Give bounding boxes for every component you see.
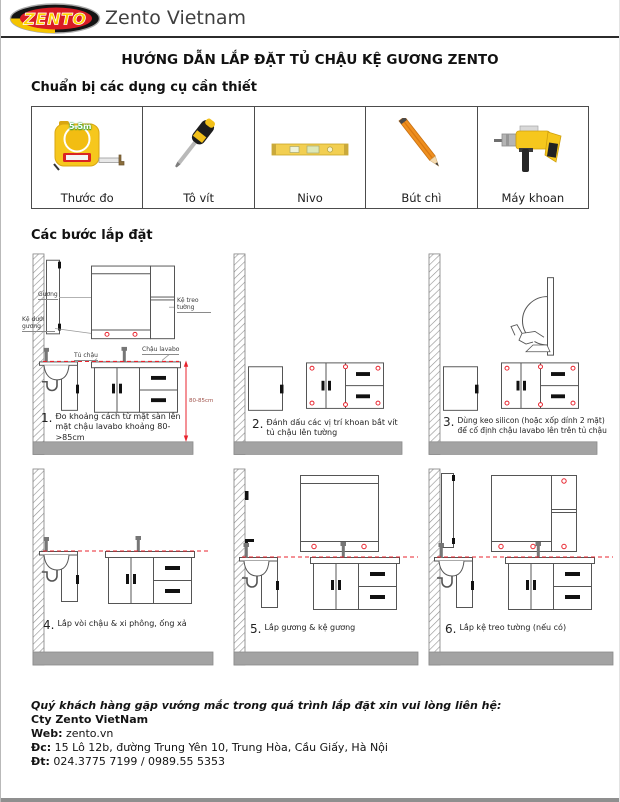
footer-company: Cty Zento VietNam xyxy=(31,713,149,726)
step-caption-4 xyxy=(43,619,211,631)
step-panel-3 xyxy=(421,252,617,467)
footer-address-value: 15 Lô 12b, đường Trung Yên 10, Trung Hòa, Cầu Giấy, Hà Nội xyxy=(54,741,388,754)
step-number: 3. xyxy=(443,415,455,429)
label-height-range: 80-85cm xyxy=(189,398,214,404)
step-number: 2. xyxy=(252,417,264,431)
step-panel-2 xyxy=(226,252,422,467)
tool-cell-screwdriver xyxy=(143,107,254,208)
tool-cell-drill xyxy=(478,107,588,208)
wall xyxy=(429,254,440,454)
step-text: Dùng keo silicon (hoặc xốp dính 2 mặt) để cố định chậu lavabo lên trên tủ chậu xyxy=(457,416,607,435)
drill-icon xyxy=(493,118,573,180)
footer-web xyxy=(31,727,619,741)
footer-address xyxy=(31,741,619,755)
step-text: Lắp kệ treo tường (nếu có) xyxy=(459,623,567,632)
steps-grid xyxy=(19,252,619,689)
step-caption-1 xyxy=(41,412,191,443)
screwdriver-icon xyxy=(159,118,239,180)
step-panel-1 xyxy=(19,252,215,467)
footer xyxy=(31,699,619,769)
step-text: Đo khoảng cách từ mặt sàn lên mặt chậu lavabo khoảng 80->85cm xyxy=(55,412,181,442)
step-5-diagram xyxy=(226,467,422,689)
label-cabinet: Tủ chậu xyxy=(74,352,98,359)
step-6-diagram xyxy=(421,467,617,689)
footer-address-label: Đc: xyxy=(31,741,52,754)
floor xyxy=(234,442,402,455)
footer-phone-value: 024.3775 7199 / 0989.55 5353 xyxy=(53,755,226,768)
step-text: Lắp gương & kệ gương xyxy=(264,623,356,632)
step-caption-6 xyxy=(445,623,605,635)
footer-note: Quý khách hàng gặp vướng mắc trong quá trình lắp đặt xin vui lòng liên hệ: xyxy=(31,699,502,712)
tool-label: Nivo xyxy=(297,191,323,205)
step-panel-5 xyxy=(226,467,422,689)
wall xyxy=(234,254,245,454)
tool-label: Máy khoan xyxy=(501,191,565,205)
step-caption-5 xyxy=(250,623,410,635)
step-number: 5. xyxy=(250,622,262,636)
wall xyxy=(33,469,44,665)
tool-cell-pencil xyxy=(366,107,477,208)
step-caption-3 xyxy=(443,416,613,436)
level-icon xyxy=(270,118,350,180)
tool-label: Thước đo xyxy=(60,191,114,205)
step-number: 4. xyxy=(43,618,55,632)
tool-cell-level xyxy=(255,107,366,208)
tool-label: Tô vít xyxy=(183,191,214,205)
footer-web-label: Web: xyxy=(31,727,63,740)
label-basin: Chậu lavabo xyxy=(142,346,180,353)
step-number: 6. xyxy=(445,622,457,636)
label-under-mirror-shelf: Kệ dưới gương xyxy=(22,316,55,332)
label-wall-shelf: Kệ treo tường xyxy=(177,297,211,313)
footer-web-value: zento.vn xyxy=(65,727,114,740)
step-4-diagram xyxy=(19,467,215,689)
footer-phone xyxy=(31,755,619,769)
page-title: HƯỚNG DẪN LẮP ĐẶT TỦ CHẬU KỆ GƯƠNG ZENTO xyxy=(121,52,499,68)
step-panel-6 xyxy=(421,467,617,689)
label-mirror: Gương xyxy=(38,291,58,298)
tools-table xyxy=(31,106,589,209)
tool-label: Bút chì xyxy=(401,191,442,205)
tape-measure-badge: 5.5m xyxy=(68,122,92,131)
step-panel-4 xyxy=(19,467,215,689)
wall xyxy=(234,469,245,665)
wall xyxy=(429,469,440,665)
step-text: Đánh dấu các vị trí khoan bắt vít tủ chậu lên tường xyxy=(266,418,398,438)
floor xyxy=(33,442,193,455)
step-number: 1. xyxy=(41,411,53,425)
floor xyxy=(429,652,613,665)
steps-heading: Các bước lắp đặt xyxy=(31,228,153,243)
floor xyxy=(429,442,597,455)
company-name: Zento Vietnam xyxy=(105,7,247,29)
step-caption-2 xyxy=(252,418,404,439)
step-text: Lắp vòi chậu & xi phông, ống xả xyxy=(57,619,187,628)
page-bottom-bar xyxy=(1,798,619,802)
tools-heading: Chuẩn bị các dụng cụ cần thiết xyxy=(31,80,257,95)
tool-cell-tape-measure xyxy=(32,107,143,208)
floor xyxy=(234,652,418,665)
pencil-icon xyxy=(381,118,461,180)
zento-logo xyxy=(9,3,101,34)
floor xyxy=(33,652,213,665)
logo-text: ZENTO xyxy=(23,9,87,29)
footer-phone-label: Đt: xyxy=(31,755,50,768)
header xyxy=(1,0,619,38)
